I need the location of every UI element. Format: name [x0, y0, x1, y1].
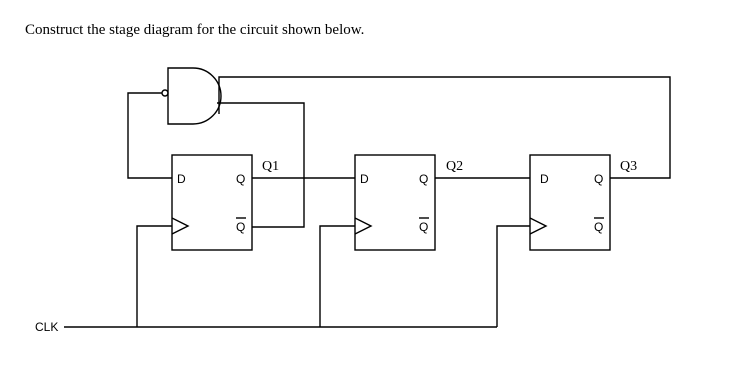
ff3-q-label: Q: [594, 172, 604, 186]
ff2-q-label: Q: [419, 172, 429, 186]
ff2-output-label: Q2: [446, 159, 464, 174]
ff3-qbar-label: Q: [594, 220, 604, 234]
ff1-q-label: Q: [236, 172, 246, 186]
flip-flop-3: [530, 155, 610, 250]
clock-label: CLK: [35, 320, 59, 334]
ff3-output-label: Q3: [620, 159, 638, 174]
ff1-output-label: Q1: [262, 159, 280, 174]
flip-flop-1: [172, 155, 252, 250]
ff1-d-label: D: [177, 172, 186, 186]
and-gate: [162, 68, 221, 124]
ff3-d-label: D: [540, 172, 549, 186]
flip-flop-2: [355, 155, 435, 250]
ff2-d-label: D: [360, 172, 369, 186]
ff2-qbar-label: Q: [419, 220, 429, 234]
ff1-qbar-label: Q: [236, 220, 246, 234]
inverter-bubble: [162, 90, 168, 96]
question-text: Construct the stage diagram for the circuit shown below.: [25, 22, 365, 38]
